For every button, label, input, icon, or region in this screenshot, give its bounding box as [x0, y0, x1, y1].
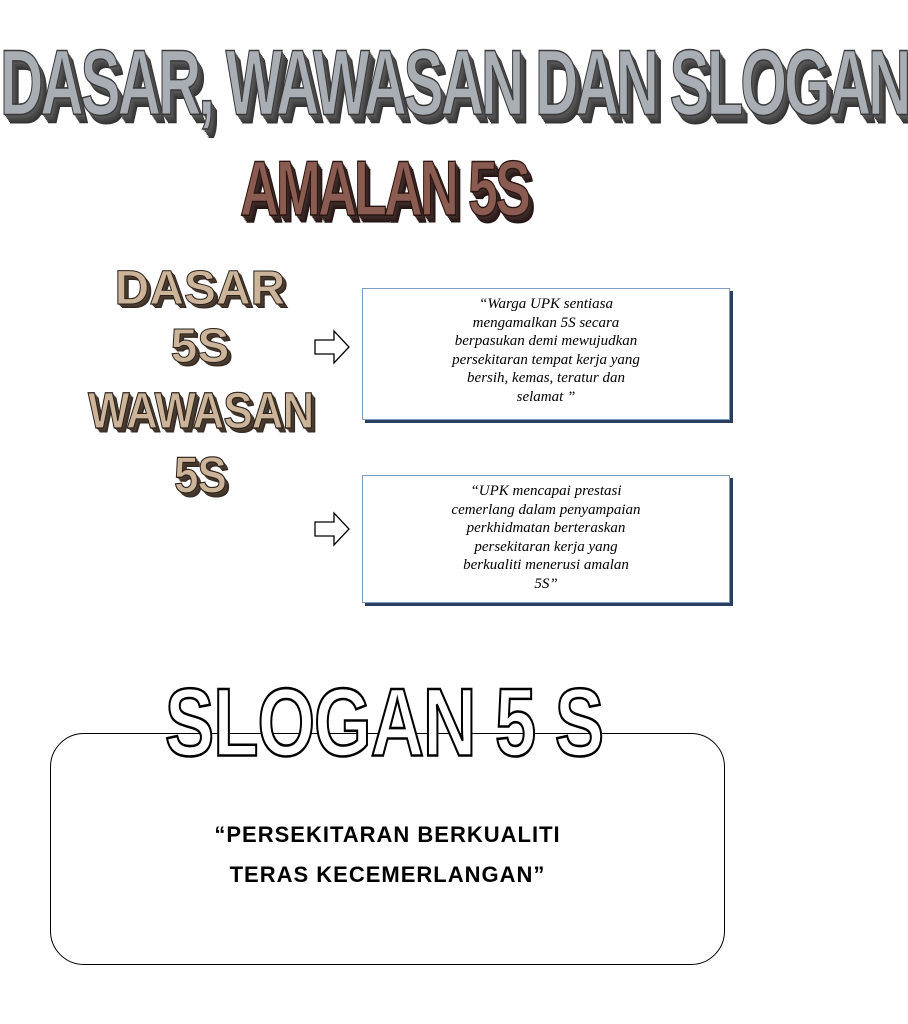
wawasan-statement-line: berkualiti menerusi amalan [463, 557, 629, 573]
title-line-2: AMALAN 5S [239, 145, 528, 233]
wawasan-statement-box [362, 475, 730, 603]
slogan-heading: SLOGAN 5 S [164, 668, 604, 777]
dasar-statement-line: mengamalkan 5S secara [472, 314, 620, 331]
title-line-1: DASAR, WAWASAN DAN SLOGAN [0, 30, 908, 135]
wawasan-label [88, 380, 312, 509]
wawasan-statement-line: persekitaran kerja yang [474, 538, 618, 555]
wawasan-label-line-2: 5S [174, 447, 226, 504]
dasar-statement-line: persekitaran tempat kerja yang [452, 351, 640, 368]
dasar-statement-line: “Warga UPK sentiasa [479, 296, 613, 312]
dasar-statement-line: selamat ” [516, 388, 576, 405]
slogan-line-2: TERAS KECEMERLANGAN” [229, 862, 546, 887]
wawasan-statement-line: perkhidmatan berteraskan [466, 520, 626, 536]
dasar-label [90, 260, 310, 376]
dasar-statement-line: berpasukan demi mewujudkan [454, 333, 638, 349]
dasar-statement-box [362, 288, 730, 420]
right-arrow-icon [314, 512, 350, 546]
slogan-line-1: “PERSEKITARAN BERKUALITI [214, 822, 561, 847]
wawasan-statement-line: “UPK mencapai prestasi [470, 483, 622, 499]
right-arrow-icon [314, 330, 350, 364]
dasar-label-line-1: DASAR [114, 262, 286, 315]
wawasan-statement-line: cemerlang dalam penyampaian [451, 501, 641, 518]
wawasan-statement-line: 5S” [534, 575, 558, 592]
dasar-label-line-2: 5S [170, 320, 230, 373]
wawasan-label-line-1: WAWASAN [88, 383, 314, 440]
dasar-statement-line: bersih, kemas, teratur dan [467, 370, 625, 386]
